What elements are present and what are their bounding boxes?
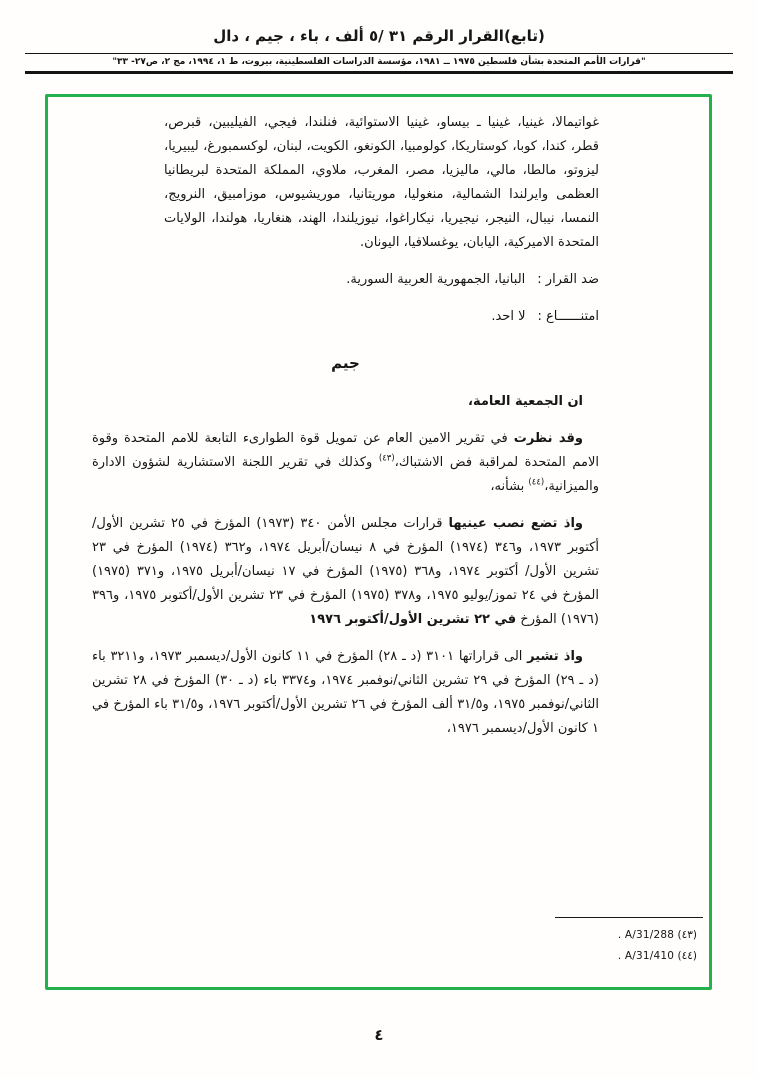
assembly-opening: ان الجمعية العامة، [468,394,583,409]
page-number: ٤ [374,1026,384,1044]
footnotes-block [555,917,703,967]
paragraph-text: بشأنه، [490,479,529,494]
highlight-frame [45,94,712,990]
page-header [0,0,758,74]
source-citation: "قرارات الأمم المتحدة بشأن فلسطين ١٩٧٥ ــ ١٩٨١، مؤسسة الدراسات الفلسطينية، بيروت، ط ١، ١٩٩٤، مج ٢، ص٢٧- ٣٣" [112,57,646,67]
document-body [48,97,709,987]
paragraph-text-bold: في ٢٢ تشرين الأول/أكتوبر ١٩٧٦ [309,612,517,627]
paragraph-text: الى قراراتها ٣١٠١ (د ـ ٢٨) المؤرخ في ١١ كانون الأول/ديسمبر ١٩٧٣، و٣٢١١ باء (د ـ ٢٩) المؤرخ في ٢٩ تشرين الثاني/نوفمبر ١٩٧٤، و٣٣٧٤ باء (د ـ ٣٠) المؤرخ في ٢٨ تشرين الثاني/نوفمبر ١٩٧٥، و٣١/٥ ألف المؤرخ في ٢٦ تشرين الأول/أكتوبر ١٩٧٦، و٣١/٥ باء المؤرخ في ١ كانون الأول/ديسمبر ١٩٧٦، [92,649,600,736]
paragraph-having-considered [92,427,599,499]
document-title: (تابع)القرار الرقم ٣١ /٥ ألف ، باء ، جيم ، دال [213,27,545,45]
header-rule-top [25,53,733,54]
footnote-44: (٤٤) A/31/410 . [617,950,697,962]
footnote-marker-43: (٤٣) [378,453,395,464]
footnote-marker-44: (٤٤) [528,477,545,488]
against-label: ضد القرار : [537,272,599,287]
paragraph-lead: وقد نظرت [513,431,583,446]
paragraph-lead: واذ تشير [527,649,583,664]
paragraph-text: وكذلك في تقرير اللجنة الاستشارية لشؤون الادارة والميزانية، [92,455,599,494]
abstain-line [92,305,599,329]
against-line [92,268,599,292]
against-value: البانيا، الجمهورية العربية السورية. [346,272,526,287]
header-rule-bottom [25,71,733,74]
section-heading-jeem: جيم [331,354,360,372]
paragraph-lead: واذ تضع نصب عينيها [448,516,583,531]
countries-in-favor-list: غواتيمالا، غينيا، غينيا ـ بيساو، غينيا الاستوائية، فنلندا، فيجي، الفيليبين، قبرص، قطر، كندا، كوبا، كوستاريكا، كولومبيا، الكونغو، الكويت، لبنان، لوكسمبورغ، ليبيريا، ليزوتو، مالطا، مالي، ماليزيا، مصر، المغرب، ملاوي، المملكة المتحدة لبريطانيا العظمى وايرلندا الشمالية، منغوليا، موريتانيا، موريشيوس، موزامبيق، النرويج، النمسا، نيبال، النيجر، نيجيريا، نيكاراغوا، نيوزيلندا، الهند، هنغاريا، هولندا، الولايات المتحدة الاميركية، اليابان، يوغسلافيا، اليونان. [164,115,599,250]
paragraph-text: في تقرير الامين العام عن تمويل قوة الطوارىء التابعة للامم المتحدة وقوة الامم المتحدة لمراقبة فض الاشتباك، [92,431,599,470]
paragraph-text: قرارات مجلس الأمن ٣٤٠ (١٩٧٣) المؤرخ في ٢٥ تشرين الأول/أكتوبر ١٩٧٣، و٣٤٦ (١٩٧٤) المؤرخ في ٨ نيسان/أبريل ١٩٧٤، و٣٦٢ (١٩٧٤) المؤرخ في ٢٣ تشرين الأول/ أكتوبر ١٩٧٤، و٣٦٨ (١٩٧٥) المؤرخ في ١٧ نيسان/أبريل ١٩٧٥، و٣٧١ (١٩٧٥) المؤرخ في ٢٤ تموز/يوليو ١٩٧٥، و٣٧٨ (١٩٧٥) المؤرخ في ٢٣ تشرين الأول/أكتوبر ١٩٧٥، و٣٩٦ (١٩٧٦) المؤرخ [92,516,599,627]
paragraph-bearing-in-mind [92,512,599,632]
footnote-43: (٤٣) A/31/288 . [617,929,697,941]
paragraph-recalling [92,645,599,741]
abstain-label: امتنــــــاع : [537,309,599,324]
abstain-value: لا احد. [491,309,526,324]
